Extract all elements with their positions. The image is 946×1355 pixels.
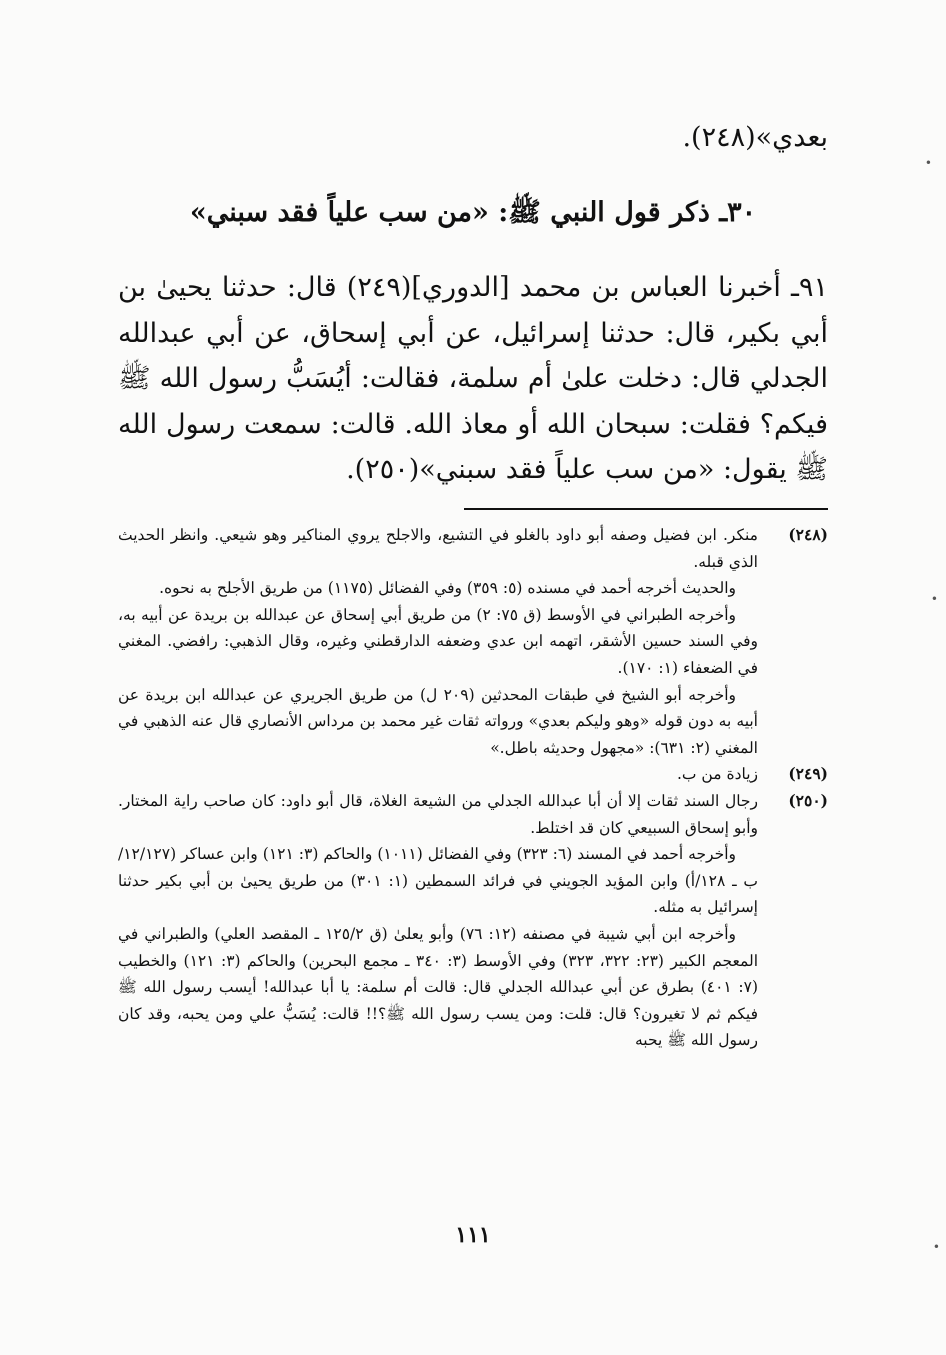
chapter-heading: ٣٠ـ ذكر قول النبي ﷺ: «من سب علياً فقد سبني» xyxy=(189,197,757,228)
footnote-paragraph: وأخرجه ابن أبي شيبة في مصنفه (١٢: ٧٦) وأبو يعلىٰ (ق ١٢٥/٢ ـ المقصد العلي) والطبراني في المعجم الكبير (٢٣: ٣٢٢، ٣٢٣) وفي الأوسط (٣: ٣٤٠ ـ مجمع البحرين) والحاكم (٣: ١٢١) والخطيب (٧: ٤٠١) بطرق عن أبي عبدالله الجدلي قال: قالت أم سلمة: يا أبا عبدالله! أيسب رسول الله ﷺ فيكم ثم لا تغيرون؟ قال: قلت: ومن يسب رسول الله ﷺ؟!! قالت: يُسَبُّ علي ومن يحبه، وقد كان رسول الله ﷺ يحبه xyxy=(118,924,759,1050)
scan-mark: • xyxy=(924,156,932,170)
hadith-paragraph: ٩١ـ أخبرنا العباس بن محمد [الدوري](٢٤٩) قال: حدثنا يحيىٰ بن أبي بكير، قال: حدثنا إسرائيل، عن أبي إسحاق، عن أبي عبدالله الجدلي قال: دخلت علىٰ أم سلمة، فقالت: أيُسَبُّ رسول الله ﷺ فيكم؟ فقلت: سبحان الله أو معاذ الله. قالت: سمعت رسول الله ﷺ يقول: «من سب علياً فقد سبني»(٢٥٠). xyxy=(118,272,828,485)
footnote-250 xyxy=(118,788,828,1054)
footnotes xyxy=(118,522,828,1054)
footnote-number: (٢٤٨) xyxy=(788,525,828,544)
footnote-number: (٢٥٠) xyxy=(788,790,828,810)
footnote-249 xyxy=(118,761,828,788)
footnote-paragraph: وأخرجه أبو الشيخ في طبقات المحدثين (٢٠٩ ل) من طريق الجريري عن عبدالله ابن بريدة عن أبيه به دون قوله «وهو وليكم بعدي» ورواته ثقات غير محمد بن مرداس الأنصاري قال عنه الذهبي في المغني (٢: ٦٣١): «مجهول وحديثه باطل.» xyxy=(118,685,758,757)
scan-mark: • xyxy=(932,1240,940,1254)
footnote-paragraph: والحديث أخرجه أحمد في مسنده (٥: ٣٥٩) وفي الفضائل (١١٧٥) من طريق الأجلح به نحوه. xyxy=(159,579,736,598)
main-text xyxy=(118,265,828,493)
footnote-paragraph: وأخرجه الطبراني في الأوسط (ق ٧٥: ٢) من طريق أبي إسحاق عن عبدالله بن بريدة عن أبيه به، وفي السند حسين الأشقر، اتهمه ابن عدي وضعفه الدارقطني وغيره، وقال الذهبي: رافضي. المغني في الضعفاء (١: ١٧٠). xyxy=(118,605,758,677)
footnote-paragraph: وأخرجه أحمد في المسند (٦: ٣٢٣) وفي الفضائل (١٠١١) والحاكم (٣: ١٢١) وابن عساكر (١٢/١٢٧/ب ـ ١٢٨/أ) وابن المؤيد الجويني في فرائد السمطين (١: ٣٠١) من طريق يحيىٰ بن أبي بكير حدثنا إسرائيل به مثله. xyxy=(118,845,758,917)
footnote-number: (٢٤٩) xyxy=(788,764,828,784)
runon-line: بعدي»(٢٤٨). xyxy=(682,122,828,153)
scan-mark: • xyxy=(930,592,938,606)
footnote-separator xyxy=(464,508,828,510)
footnote-paragraph: رجال السند ثقات إلا أن أبا عبدالله الجدلي من الشيعة الغلاة، قال أبو داود: كان صاحب راية المختار. وأبو إسحاق السبيعي كان قد اختلط. xyxy=(118,791,758,837)
page-number: ١١١ xyxy=(455,1222,491,1248)
footnote-paragraph: زيادة من ب. xyxy=(676,765,758,784)
footnote-paragraph: منكر. ابن فضيل وصفه أبو داود بالغلو في التشيع، والاجلح يروي المناكير وهو شيعي. وانظر الحديث الذي قبله. xyxy=(118,526,758,571)
footnote-248 xyxy=(118,522,828,761)
